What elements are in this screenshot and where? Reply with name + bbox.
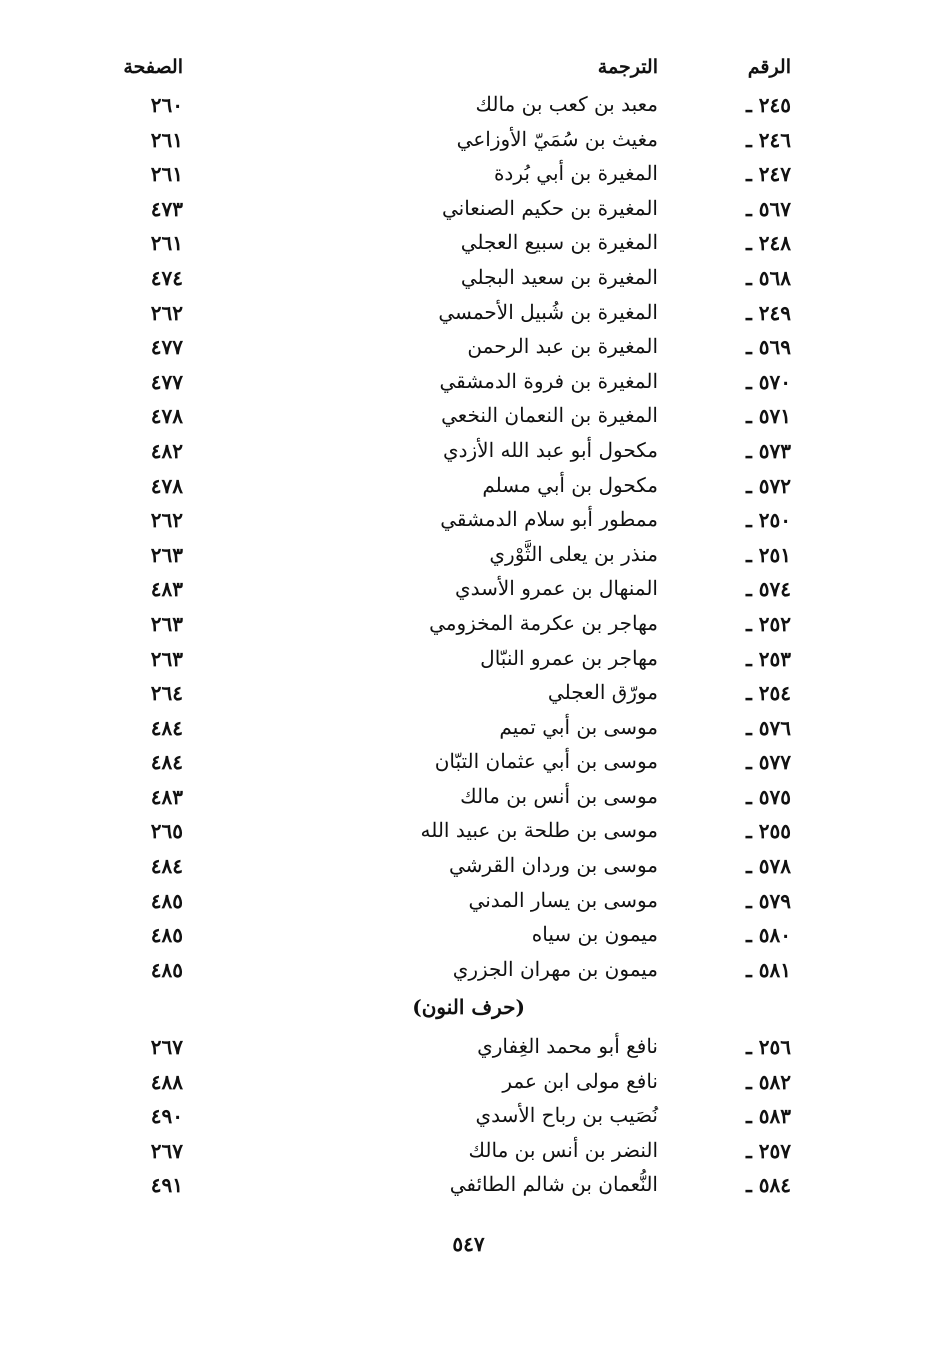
entry-page: ٤٨٤	[150, 715, 183, 740]
list-item	[0, 399, 937, 434]
entry-name: موسى بن وردان القرشي	[448, 853, 658, 878]
entry-number: ٢٥١ ـ	[745, 542, 791, 567]
list-item	[0, 261, 937, 296]
entry-page: ٢٦١	[150, 127, 183, 152]
entry-page: ٤٨٤	[150, 750, 183, 775]
entry-page: ٢٦٠	[150, 93, 183, 117]
entry-name: مهاجر بن عكرمة المخزومي	[429, 610, 658, 635]
entry-number: ٢٤٦ ـ	[745, 127, 791, 152]
list-item	[0, 157, 937, 192]
list-item	[0, 1030, 937, 1065]
entry-name: مورّق العجلي	[547, 680, 658, 705]
entry-page: ٢٦٥	[150, 819, 183, 844]
entry-number: ٢٥٥ ـ	[745, 819, 791, 844]
entry-name: مهاجر بن عمرو النبّال	[480, 645, 658, 670]
list-item	[0, 330, 937, 365]
entry-number: ٥٦٩ ـ	[745, 335, 791, 360]
entry-page: ٤٧٨	[150, 473, 183, 498]
entry-number: ٥٧١ ـ	[745, 404, 791, 429]
entry-number: ٥٦٧ ـ	[745, 196, 791, 221]
list-item	[0, 849, 937, 884]
entry-page: ٢٦٣	[150, 611, 183, 636]
entry-name: المغيرة بن سعيد البجلي	[460, 264, 658, 289]
entry-page: ٢٦٧	[150, 1138, 183, 1163]
list-item	[0, 642, 937, 677]
entry-page: ٤٩١	[150, 1173, 183, 1198]
list-item	[0, 711, 937, 746]
entry-name: مكحول بن أبي مسلم	[482, 472, 658, 497]
list-item	[0, 296, 937, 331]
entry-number: ٥٧٣ ـ	[745, 438, 791, 463]
list-item	[0, 503, 937, 538]
entry-page: ٤٧٣	[150, 196, 183, 221]
entry-number: ٥٧٨ ـ	[745, 854, 791, 879]
page-number: ٥٤٧	[452, 1232, 485, 1256]
entry-name: المغيرة بن أبي بُردة	[493, 161, 658, 186]
entry-number: ٥٧٥ ـ	[745, 784, 791, 809]
entry-name: مغيث بن سُمَيّ الأوزاعي	[456, 126, 658, 151]
entry-number: ٢٤٨ ـ	[745, 231, 791, 256]
entry-name: المغيرة بن حكيم الصنعاني	[441, 195, 658, 220]
list-item	[0, 538, 937, 573]
entry-name: المغيرة بن فروة الدمشقي	[439, 368, 658, 393]
entry-name: مكحول أبو عبد الله الأزدي	[442, 437, 658, 462]
list-item	[0, 918, 937, 953]
name-column-header: الترجمة	[597, 56, 658, 78]
entry-number: ٥٧٩ ـ	[745, 888, 791, 913]
entry-page: ٤٨٤	[150, 854, 183, 879]
entry-name: ميمون بن سياه	[531, 922, 658, 947]
entry-name: موسى بن يسار المدني	[468, 887, 658, 912]
entry-page: ٤٨٣	[150, 577, 183, 602]
entry-number: ٥٧٤ ـ	[745, 577, 791, 602]
entry-name: المغيرة بن عبد الرحمن	[467, 334, 658, 359]
section-heading-text: (حرف النون)	[412, 995, 525, 1020]
entries-list-noon	[0, 1030, 937, 1203]
list-item	[0, 1168, 937, 1203]
page-column-header: الصفحة	[123, 56, 183, 78]
entry-page: ٤٧٧	[150, 335, 183, 360]
list-item	[0, 572, 937, 607]
entry-page: ٤٨٣	[150, 784, 183, 809]
list-item	[0, 1134, 937, 1169]
list-item	[0, 676, 937, 711]
entry-name: موسى بن أبي عثمان التبّان	[434, 749, 658, 774]
number-column-header: الرقم	[747, 56, 791, 78]
entry-name: نُصَيب بن رباح الأسدي	[475, 1103, 658, 1128]
entry-number: ٢٥٤ ـ	[745, 681, 791, 706]
entry-name: المغيرة بن شُبيل الأحمسي	[438, 299, 658, 324]
entry-page: ٢٦٢	[150, 508, 183, 533]
entry-name: موسى بن أنس بن مالك	[460, 783, 658, 808]
list-item	[0, 123, 937, 158]
entry-page: ٤٨٥	[150, 957, 183, 982]
entry-page: ٤٩٠	[150, 1104, 183, 1129]
entry-page: ٤٨٨	[150, 1069, 183, 1094]
entry-page: ٤٨٥	[150, 923, 183, 948]
entry-number: ٥٨٠ ـ	[745, 923, 791, 948]
entry-number: ٢٤٥ ـ	[745, 93, 791, 117]
list-item	[0, 192, 937, 227]
entry-number: ٥٨٣ ـ	[745, 1104, 791, 1129]
entry-number: ٥٨٢ ـ	[745, 1069, 791, 1094]
entry-number: ٢٤٧ ـ	[745, 162, 791, 187]
entry-number: ٢٤٩ ـ	[745, 300, 791, 325]
entry-number: ٥٧٧ ـ	[745, 750, 791, 775]
entry-page: ٤٧٤	[150, 265, 183, 290]
entry-name: النُّعمان بن شالم الطائفي	[449, 1172, 658, 1197]
entry-name: المغيرة بن النعمان النخعي	[441, 403, 658, 428]
entry-name: موسى بن أبي تميم	[499, 714, 658, 739]
entry-name: ميمون بن مهران الجزري	[452, 956, 658, 981]
list-item	[0, 1099, 937, 1134]
list-item	[0, 780, 937, 815]
entry-page: ٢٦٧	[150, 1035, 183, 1059]
entry-number: ٢٥٧ ـ	[745, 1138, 791, 1163]
entry-name: المنهال بن عمرو الأسدي	[454, 576, 658, 601]
entry-name: المغيرة بن سبيع العجلي	[460, 230, 658, 255]
entry-page: ٢٦٤	[150, 681, 183, 706]
section-heading-noon	[0, 987, 937, 1025]
list-item	[0, 814, 937, 849]
entry-number: ٥٧٠ ـ	[745, 369, 791, 394]
column-header-row	[0, 56, 937, 90]
entry-page: ٢٦٣	[150, 646, 183, 671]
entry-page: ٤٧٧	[150, 369, 183, 394]
entry-number: ٥٧٢ ـ	[745, 473, 791, 498]
entry-number: ٢٥٣ ـ	[745, 646, 791, 671]
entries-list-meem	[0, 88, 937, 1025]
entry-page: ٢٦١	[150, 231, 183, 256]
entry-number: ٢٥٢ ـ	[745, 611, 791, 636]
list-item	[0, 226, 937, 261]
entry-name: معبد بن كعب بن مالك	[475, 92, 658, 116]
entry-name: النضر بن أنس بن مالك	[468, 1137, 658, 1162]
entry-number: ٥٨١ ـ	[745, 957, 791, 982]
list-item	[0, 884, 937, 919]
entry-name: موسى بن طلحة بن عبيد الله	[420, 818, 658, 843]
entry-number: ٢٥٠ ـ	[745, 508, 791, 533]
entry-number: ٥٨٤ ـ	[745, 1173, 791, 1198]
entry-name: منذر بن يعلى الثَّوْري	[489, 541, 658, 566]
list-item	[0, 607, 937, 642]
entry-page: ٤٨٢	[150, 438, 183, 463]
entry-name: نافع مولى ابن عمر	[502, 1068, 658, 1093]
entry-page: ٢٦٢	[150, 300, 183, 325]
list-item	[0, 469, 937, 504]
entry-number: ٢٥٦ ـ	[745, 1035, 791, 1059]
entry-page: ٤٨٥	[150, 888, 183, 913]
entry-name: نافع أبو محمد الغِفاري	[477, 1034, 658, 1058]
list-item	[0, 745, 937, 780]
entry-number: ٥٦٨ ـ	[745, 265, 791, 290]
list-item	[0, 365, 937, 400]
list-item	[0, 953, 937, 988]
entry-number: ٥٧٦ ـ	[745, 715, 791, 740]
entry-name: ممطور أبو سلام الدمشقي	[440, 507, 658, 532]
entry-page: ٢٦١	[150, 162, 183, 187]
list-item	[0, 88, 937, 123]
entry-page: ٤٧٨	[150, 404, 183, 429]
entry-page: ٢٦٣	[150, 542, 183, 567]
list-item	[0, 1065, 937, 1100]
list-item	[0, 434, 937, 469]
